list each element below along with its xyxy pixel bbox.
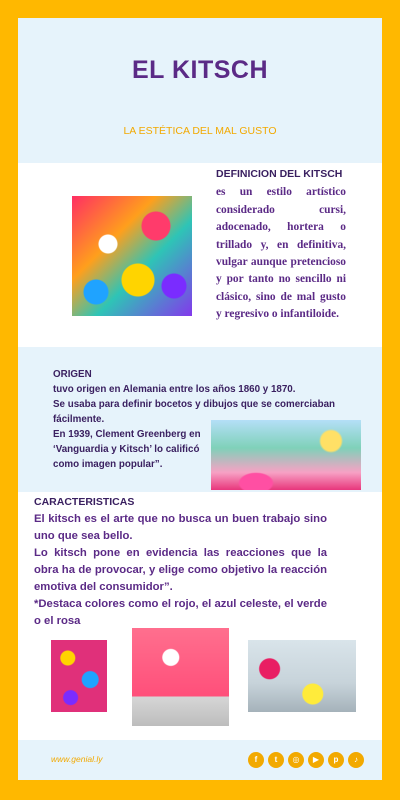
page-title: EL KITSCH [132, 56, 268, 84]
origin-line: En 1939, Clement Greenberg en [53, 429, 201, 440]
origin-band [18, 347, 382, 492]
youtube-icon[interactable]: ▶ [308, 752, 324, 768]
tiktok-icon[interactable]: ♪ [348, 752, 364, 768]
kitsch-frames-image [51, 640, 107, 712]
definition-block [216, 166, 346, 324]
header-band [18, 18, 382, 163]
twitter-icon[interactable]: t [268, 752, 284, 768]
social-icons [248, 752, 364, 768]
kitsch-interior-image [248, 640, 356, 712]
infographic-card [18, 18, 382, 780]
definition-heading: DEFINICION DEL KITSCH [216, 168, 343, 180]
characteristics-paragraph: *Destaca colores como el rojo, el azul celeste, el verde o el rosa [34, 598, 327, 627]
characteristics-paragraph: El kitsch es el arte que no busca un buen trabajo sino uno que sea bello. [34, 513, 327, 542]
kitsch-landscape-image [211, 420, 361, 490]
facebook-icon[interactable]: f [248, 752, 264, 768]
definition-body: es un estilo artístico considerado cursi, adocenado, hortera o trillado y, en definitiva, vulgar aunque pretencioso y por tanto no sencillo ni clásico, sino de mal gusto y regresivo o infantiloide. [216, 186, 346, 321]
kitsch-pink-room-image [132, 628, 229, 726]
kitsch-collage-image [72, 196, 192, 316]
genially-link[interactable]: www.genial.ly [51, 754, 103, 764]
pinterest-icon[interactable]: p [328, 752, 344, 768]
characteristics-block [34, 494, 327, 630]
footer-band [18, 740, 382, 780]
page-subtitle: LA ESTÉTICA DEL MAL GUSTO [123, 125, 277, 137]
characteristics-paragraph: Lo kitsch pone en evidencia las reacciones que la obra ha de provocar, y elige como objetivo la reacción emotiva del consumidor”. [34, 547, 327, 593]
origin-line: tuvo origen en Alemania entre los años 1860 y 1870. [53, 384, 296, 395]
origin-line: como imagen popular”. [53, 459, 163, 470]
origin-heading: ORIGEN [53, 369, 92, 380]
characteristics-heading: CARACTERISTICAS [34, 496, 135, 508]
instagram-icon[interactable]: ◎ [288, 752, 304, 768]
origin-line: Se usaba para definir bocetos y dibujos que se comerciaban fácilmente. [53, 399, 336, 425]
origin-line: ‘Vanguardia y Kitsch’ lo calificó [53, 444, 200, 455]
